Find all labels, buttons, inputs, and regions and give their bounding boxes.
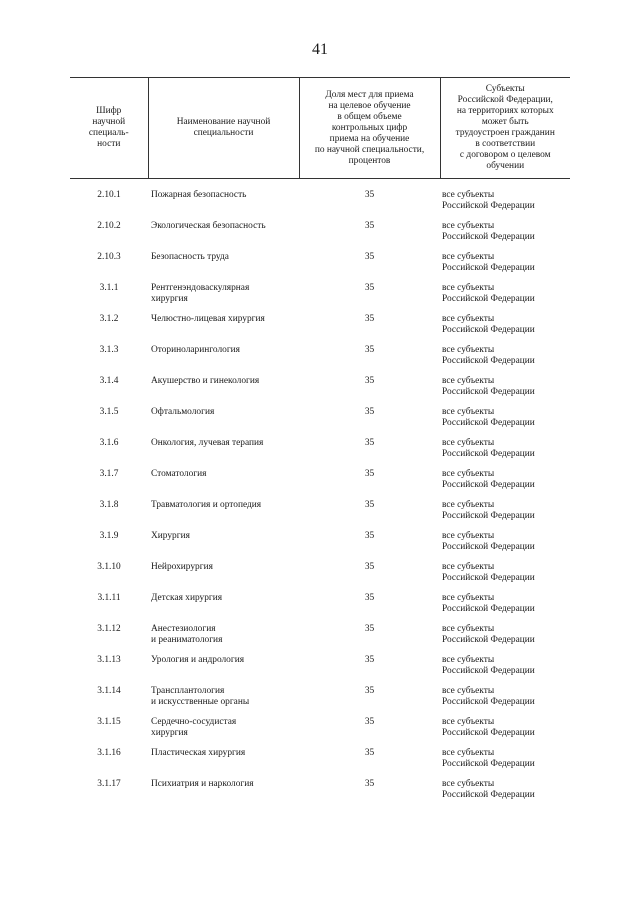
row-subjects: все субъекты Российской Федерации [442, 221, 535, 242]
header-name: Наименование научной специальности [148, 78, 299, 179]
row-subjects: все субъекты Российской Федерации [442, 376, 535, 397]
row-code: 3.1.11 [97, 593, 121, 603]
row-code: 3.1.2 [99, 314, 119, 324]
page-number: 41 [312, 41, 328, 58]
row-code: 3.1.8 [99, 500, 119, 510]
row-share: 35 [364, 190, 375, 200]
row-subjects: все субъекты Российской Федерации [442, 438, 535, 459]
table-body [70, 179, 570, 811]
row-name: Травматология и ортопедия [151, 500, 262, 510]
row-share: 35 [364, 438, 375, 448]
row-name: Анестезиология и реаниматология [151, 624, 223, 645]
row-code: 3.1.12 [97, 624, 121, 634]
table-row [70, 562, 570, 593]
row-name: Безопасность труда [151, 252, 229, 262]
table-row [70, 283, 570, 314]
table-row [70, 779, 570, 810]
row-code: 3.1.7 [99, 469, 119, 479]
row-name: Челюстно-лицевая хирургия [151, 314, 265, 324]
row-subjects: все субъекты Российской Федерации [442, 531, 535, 552]
row-subjects: все субъекты Российской Федерации [442, 562, 535, 583]
row-code: 3.1.4 [99, 376, 119, 386]
row-share: 35 [364, 407, 375, 417]
row-name: Нейрохирургия [151, 562, 213, 572]
table-row [70, 593, 570, 624]
row-subjects: все субъекты Российской Федерации [442, 655, 535, 676]
row-share: 35 [364, 376, 375, 386]
row-share: 35 [364, 779, 375, 789]
row-share: 35 [364, 469, 375, 479]
table-row [70, 717, 570, 748]
row-subjects: все субъекты Российской Федерации [442, 252, 535, 273]
row-name: Сердечно-сосудистая хирургия [151, 717, 237, 738]
table-row [70, 376, 570, 407]
row-name: Рентгенэндоваскулярная хирургия [151, 283, 250, 304]
table-row [70, 407, 570, 438]
row-code: 3.1.3 [99, 345, 119, 355]
row-subjects: все субъекты Российской Федерации [442, 624, 535, 645]
row-name: Онкология, лучевая терапия [151, 438, 264, 448]
row-name: Экологическая безопасность [151, 221, 266, 231]
table-row [70, 686, 570, 717]
row-name: Урология и андрология [151, 655, 245, 665]
row-share: 35 [364, 531, 375, 541]
row-name: Акушерство и гинекология [151, 376, 260, 386]
row-share: 35 [364, 500, 375, 510]
row-name: Оториноларингология [151, 345, 240, 355]
row-code: 3.1.15 [97, 717, 121, 727]
row-name: Психиатрия и наркология [151, 779, 254, 789]
header-code: Шифр научной специаль- ности [70, 78, 148, 179]
table-row [70, 345, 570, 376]
table-header [70, 78, 570, 179]
row-name: Трансплантология и искусственные органы [151, 686, 250, 707]
table-row [70, 438, 570, 469]
row-subjects: все субъекты Российской Федерации [442, 469, 535, 490]
row-share: 35 [364, 593, 375, 603]
table-row [70, 655, 570, 686]
row-name: Офтальмология [151, 407, 215, 417]
row-subjects: все субъекты Российской Федерации [442, 407, 535, 428]
table-row [70, 748, 570, 779]
row-subjects: все субъекты Российской Федерации [442, 717, 535, 738]
table-row [70, 190, 570, 221]
row-name: Детская хирургия [151, 593, 223, 603]
row-code: 3.1.5 [99, 407, 119, 417]
row-code: 3.1.10 [97, 562, 121, 572]
row-name: Стоматология [151, 469, 207, 479]
row-share: 35 [364, 562, 375, 572]
row-share: 35 [364, 252, 375, 262]
row-share: 35 [364, 283, 375, 293]
row-share: 35 [364, 314, 375, 324]
row-share: 35 [364, 345, 375, 355]
row-share: 35 [364, 748, 375, 758]
row-name: Пластическая хирургия [151, 748, 246, 758]
table-row [70, 252, 570, 283]
row-subjects: все субъекты Российской Федерации [442, 500, 535, 521]
row-subjects: все субъекты Российской Федерации [442, 593, 535, 614]
row-share: 35 [364, 221, 375, 231]
row-subjects: все субъекты Российской Федерации [442, 345, 535, 366]
row-share: 35 [364, 686, 375, 696]
table-row [70, 221, 570, 252]
header-subjects: Субъекты Российской Федерации, на территориях которых может быть трудоустроен гражданин в соответствии с договором о целевом обучении [440, 78, 570, 179]
row-code: 3.1.14 [97, 686, 121, 696]
row-code: 3.1.1 [99, 283, 119, 293]
row-name: Хирургия [151, 531, 190, 541]
row-subjects: все субъекты Российской Федерации [442, 686, 535, 707]
row-subjects: все субъекты Российской Федерации [442, 748, 535, 769]
row-code: 3.1.9 [99, 531, 119, 541]
row-code: 2.10.1 [97, 190, 121, 200]
row-code: 2.10.3 [97, 252, 121, 262]
row-code: 3.1.13 [97, 655, 121, 665]
table-row [70, 531, 570, 562]
row-share: 35 [364, 624, 375, 634]
row-subjects: все субъекты Российской Федерации [442, 190, 535, 211]
row-subjects: все субъекты Российской Федерации [442, 314, 535, 335]
specialties-table [70, 77, 570, 810]
row-code: 3.1.17 [97, 779, 121, 789]
row-code: 3.1.6 [99, 438, 119, 448]
row-subjects: все субъекты Российской Федерации [442, 779, 535, 800]
row-share: 35 [364, 717, 375, 727]
table-row [70, 500, 570, 531]
row-subjects: все субъекты Российской Федерации [442, 283, 535, 304]
row-name: Пожарная безопасность [151, 190, 247, 200]
row-share: 35 [364, 655, 375, 665]
row-code: 2.10.2 [97, 221, 121, 231]
table-row [70, 314, 570, 345]
table-row [70, 469, 570, 500]
table-row [70, 624, 570, 655]
row-code: 3.1.16 [97, 748, 121, 758]
header-share: Доля мест для приема на целевое обучение в общем объеме контрольных цифр приема на обучение по научной специальности, процентов [299, 78, 440, 179]
